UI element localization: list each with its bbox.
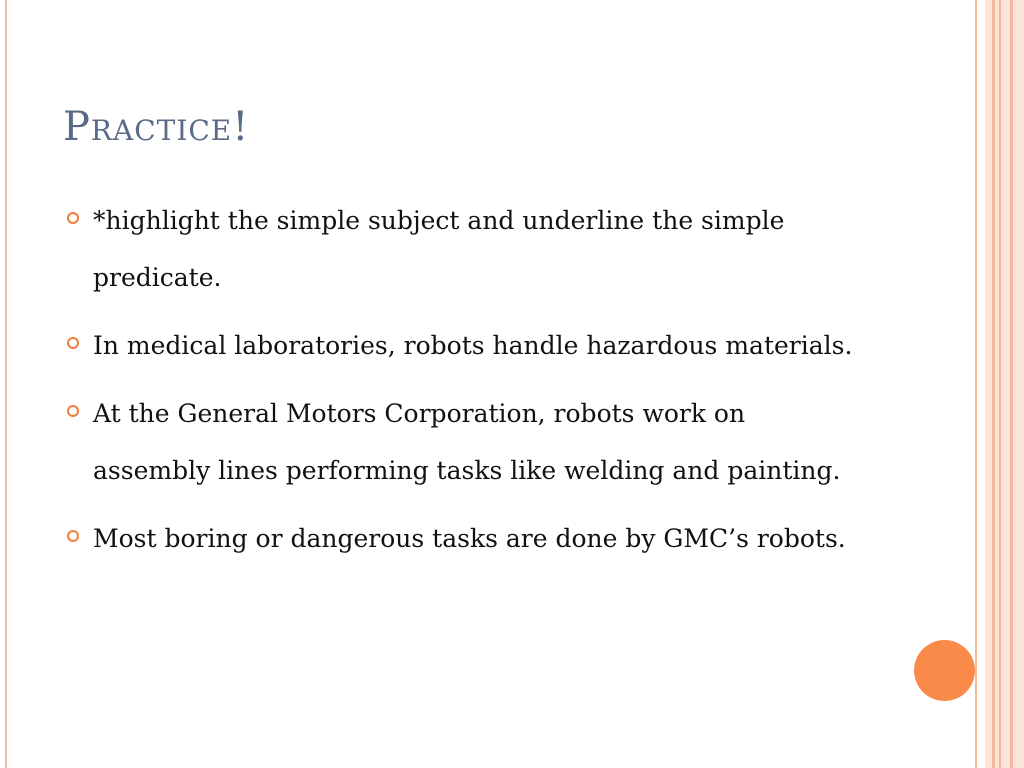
bullet-text: Most boring or dangerous tasks are done by GMC’s robots. <box>93 524 846 553</box>
left-border-line <box>5 0 7 768</box>
bullet-circle-icon <box>67 212 79 224</box>
right-border-stripe <box>985 0 992 768</box>
bullet-text: At the General Motors Corporation, robots work on assembly lines performing tasks like welding and painting. <box>93 399 841 485</box>
slide-title: Practice! <box>63 104 250 150</box>
bullet-circle-icon <box>67 530 79 542</box>
bullet-circle-icon <box>67 337 79 349</box>
bullet-text: *highlight the simple subject and underline the simple predicate. <box>93 206 785 292</box>
bullet-item <box>63 385 863 499</box>
bullet-circle-icon <box>67 405 79 417</box>
right-border-stripe <box>1001 0 1010 768</box>
bullet-text: In medical laboratories, robots handle hazardous materials. <box>93 331 853 360</box>
bullet-item <box>63 317 863 374</box>
bullet-item <box>63 192 863 306</box>
right-border-stripe <box>975 0 977 768</box>
decorative-circle <box>914 640 975 701</box>
right-border-stripe <box>1013 0 1024 768</box>
bullet-item <box>63 510 863 567</box>
bullet-list <box>63 192 863 578</box>
